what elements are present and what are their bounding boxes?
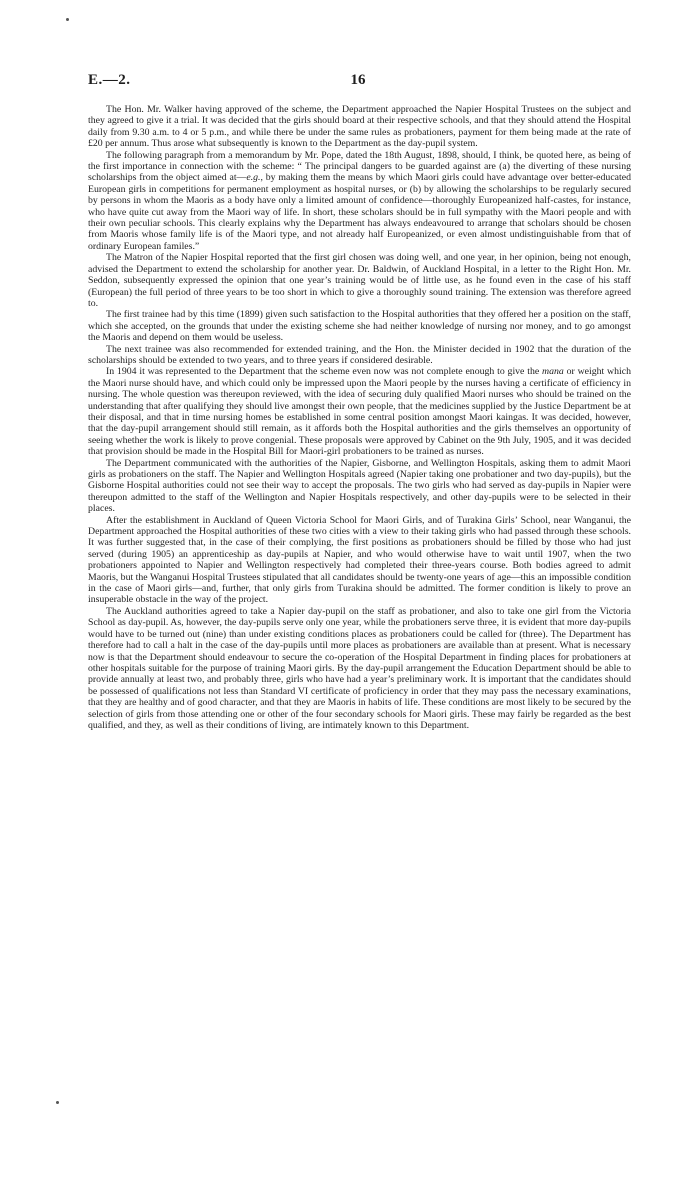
italic-text: mana: [542, 366, 564, 378]
paragraph-text: The Auckland authorities agreed to take a Napier day-pupil on the staff as probationer, and also to take one girl from the Victoria School as day-pupil. As, however, the day-pupils serve only one year, while the probationers serve three, it is evident that more day-pupils would have to be turned out (nine) than under existing conditions places as probationers could be called for (three). The Department has therefore had to call a halt in the case of the day-pupils until more places as probationers are available than at present. What is necessary now is that the Department should endeavour to secure the co-operation of the Hospital Department in finding places for probationers at other hospitals suitable for the purpose of training Maori girls. By the day-pupil arrangement the Education Department should be able to provide annually at least two, and probably three, girls who have had a year’s preliminary work. It is important that the candidates should be possessed of qualifications not less than Standard VI certificate of proficiency in order that they may pass the necessary examinations, that they are healthy and of good character, and that they are Maoris in habits of life. These conditions are most likely to be secured by the selection of girls from those attending one or other of the four secondary schools for Maori girls. These may fairly be regarded as the best qualified, and they, as well as their conditions of living, are intimately known to this Department.: [88, 605, 631, 731]
paragraph-text: The first trainee had by this time (1899) given such satisfaction to the Hospital authorities that they offered her a position on the staff, which she accepted, on the grounds that under the existing scheme she had neither knowledge of nursing nor money, and to go amongst the Maoris and depend on them would be useless.: [88, 309, 631, 344]
paragraph-next-trainee: [88, 344, 631, 367]
paragraph-hospital-communication: [88, 458, 631, 515]
paragraph-text: The next trainee was also recommended for extended training, and the Hon. the Minister decided in 1902 that the duration of the scholarships should be extended to two years, and to three years if considered desirable.: [88, 343, 631, 366]
page-header: [88, 72, 628, 94]
italic-text: e.g.: [246, 172, 261, 184]
paragraph-1904-review: [88, 366, 631, 457]
page-number: 16: [350, 72, 366, 88]
paragraph-text: The Matron of the Napier Hospital reported that the first girl chosen was doing well, and one year, in her opinion, being not enough, advised the Department to extend the scholarship for another year. Dr. Baldwin, of Auckland Hospital, in a letter to the Right Hon. Mr. Seddon, subsequently expressed the opinion that one year’s training would be of little use, as he found even in the case of his staff (European) the full period of three years to be too short in which to give a thoroughly sound training. The extension was therefore agreed to.: [88, 252, 631, 309]
document-body: [88, 104, 631, 731]
paragraph-auckland-authorities: [88, 606, 631, 731]
paragraph-text: The following paragraph from a memorandum by Mr. Pope, dated the 18th August, 1898, should, I think, be quoted here, as being of the first importance in connection with the scheme: “ The principal dangers to be guarded against are (a) the diverting of these nursing scholarships from the object aimed at—: [88, 149, 631, 184]
margin-speck: [56, 1101, 59, 1104]
paragraph-text: In 1904 it was represented to the Department that the scheme even now was not complete enough to give the: [106, 366, 542, 378]
paragraph-matron-report: [88, 252, 631, 309]
paragraph-text: , by making them the means by which Maori girls could have advantage over better-educated European girls in competitions for permanent employment as hospital nurses, or (b) by allowing the scholarships to be regularly secured by persons in whom the Maoris as a body have only a limited amount of confidence—thoroughly Europeanized half-castes, for instance, who have quite cut away from the Maori way of life. In short, these scholars should be in full sympathy with the Maori people and with their own peculiar schools. This clearly explains why the Department has always endeavoured to arrange that scholars should be chosen from Maoris whose family life is of the Maori type, and not already half Europeanized, or even almost undistinguishable from that of ordinary European familes.”: [88, 172, 631, 252]
document-reference: E.—2.: [88, 72, 131, 88]
paragraph-first-trainee: [88, 309, 631, 343]
paragraph-text: or weight which the Maori nurse should have, and which could only be impressed upon the Maori people by the nurses having a certificate of efficiency in nursing. The whole question was thereupon reviewed, with the idea of securing duly qualified Maori nurses who should be trained on the understanding that after qualifying they should live amongst their own people, that the medicines supplied by the Justice Department be at their disposal, and that in time nursing homes be established in some central position amongst Maori kaingas. It was decided, however, that the day-pupil arrangement should still remain, as it affords both the Hospital authorities and the girls themselves an opportunity of seeing whether the work is likely to prove congenial. These proposals were approved by Cabinet on the 9th July, 1905, and it was decided that provision should be made in the Hospital Bill for Maori-girl probationers to be trained as nurses.: [88, 366, 631, 458]
paragraph-pope-memorandum: [88, 150, 631, 253]
paragraph-auckland-turakina: [88, 515, 631, 606]
paragraph-text: The Hon. Mr. Walker having approved of the scheme, the Department approached the Napier Hospital Trustees on the subject and they agreed to give it a trial. It was decided that the girls should board at their respective schools, and that they should attend the Hospital daily from 9.30 a.m. to 4 or 5 p.m., and while there be under the same rules as probationers, payment for them being made at the rate of £20 per annum. Thus arose what subsequently is known to the Department as the day-pupil system.: [88, 104, 631, 150]
margin-speck: [66, 18, 69, 21]
paragraph-scheme-approval: [88, 104, 631, 150]
paragraph-text: After the establishment in Auckland of Queen Victoria School for Maori Girls, and of Turakina Girls’ School, near Wanganui, the Department approached the Hospital authorities of these two cities with a view to their taking girls who had passed through these schools. It was further suggested that, in the case of their complying, the first positions as probationers should be filled by those who had just served (during 1905) an apprenticeship as day-pupils at Napier, and who would otherwise have to wait until 1907, when the two probationers appointed to Napier and Wellington respectively had completed their three-years course. Both bodies agreed to admit Maoris, but the Wanganui Hospital Trustees stipulated that all candidates should be twenty-one years of age—this an impossible condition in the case of Maori girls—and, further, that only girls from Turakina should be admitted. The former condition is likely to prove an insuperable obstacle in the way of the project.: [88, 514, 631, 606]
paragraph-text: The Department communicated with the authorities of the Napier, Gisborne, and Wellington Hospitals, asking them to admit Maori girls as probationers on the staff. The Napier and Wellington Hospitals agreed (Napier taking one probationer and two day-pupils), but the Gisborne Hospital authorities could not see their way to accept the proposals. The two girls who had served as day-pupils in Napier were thereupon admitted to the staff of the Wellington and Napier Hospitals respectively, and other day-pupils were to be selected in their places.: [88, 457, 631, 515]
